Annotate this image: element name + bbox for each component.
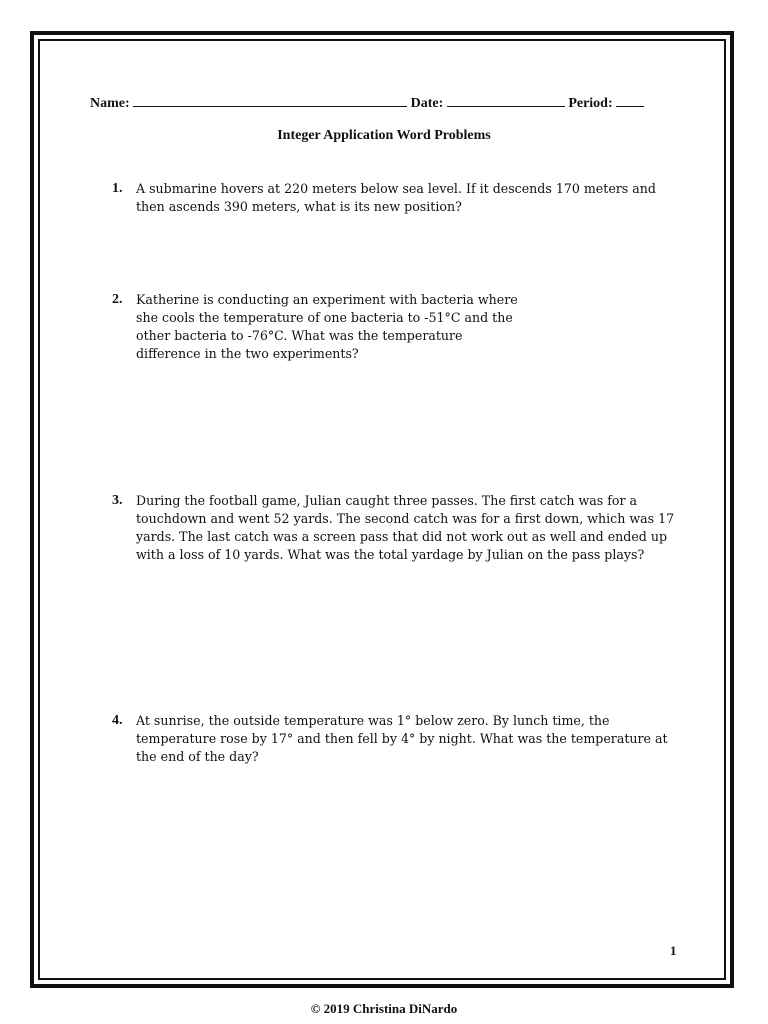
problem-number: 4. bbox=[112, 713, 123, 728]
problem-number: 2. bbox=[112, 292, 123, 307]
date-blank[interactable] bbox=[447, 94, 565, 107]
problem-line: then ascends 390 meters, what is its new position? bbox=[136, 199, 462, 214]
problem-line: During the football game, Julian caught three passes. The first catch was for a bbox=[136, 493, 638, 508]
problem-line: yards. The last catch was a screen pass that did not work out as well and ended up bbox=[136, 529, 668, 544]
problem-text bbox=[136, 712, 668, 766]
worksheet-header bbox=[90, 94, 670, 112]
period-label: Period: bbox=[568, 96, 613, 111]
problem-line: A submarine hovers at 220 meters below sea level. If it descends 170 meters and bbox=[136, 181, 656, 196]
name-blank[interactable] bbox=[133, 94, 407, 107]
problem-line: temperature rose by 17° and then fell by 4° by night. What was the temperature at bbox=[136, 731, 668, 746]
period-blank[interactable] bbox=[616, 94, 644, 107]
problem-line: Katherine is conducting an experiment with bacteria where bbox=[136, 292, 518, 307]
problem-line: touchdown and went 52 yards. The second catch was for a first down, which was 17 bbox=[136, 511, 675, 526]
problem-line: the end of the day? bbox=[136, 749, 259, 764]
copyright-footer: © 2019 Christina DiNardo bbox=[310, 1001, 458, 1016]
problem-number: 1. bbox=[112, 181, 123, 196]
problem-number: 3. bbox=[112, 493, 123, 508]
problem-text bbox=[136, 291, 518, 363]
problem-line: with a loss of 10 yards. What was the total yardage by Julian on the pass plays? bbox=[136, 547, 645, 562]
problem-line: other bacteria to -76°C. What was the temperature bbox=[136, 328, 463, 343]
problem-line: difference in the two experiments? bbox=[136, 346, 359, 361]
problem-text bbox=[136, 180, 656, 216]
date-label: Date: bbox=[410, 96, 444, 111]
name-label: Name: bbox=[90, 96, 130, 111]
worksheet-title: Integer Application Word Problems bbox=[277, 128, 491, 143]
problem-text bbox=[136, 492, 674, 564]
page-number: 1 bbox=[670, 943, 677, 958]
problem-line: she cools the temperature of one bacteria to -51°C and the bbox=[136, 310, 513, 325]
problem-line: At sunrise, the outside temperature was 1° below zero. By lunch time, the bbox=[136, 713, 610, 728]
